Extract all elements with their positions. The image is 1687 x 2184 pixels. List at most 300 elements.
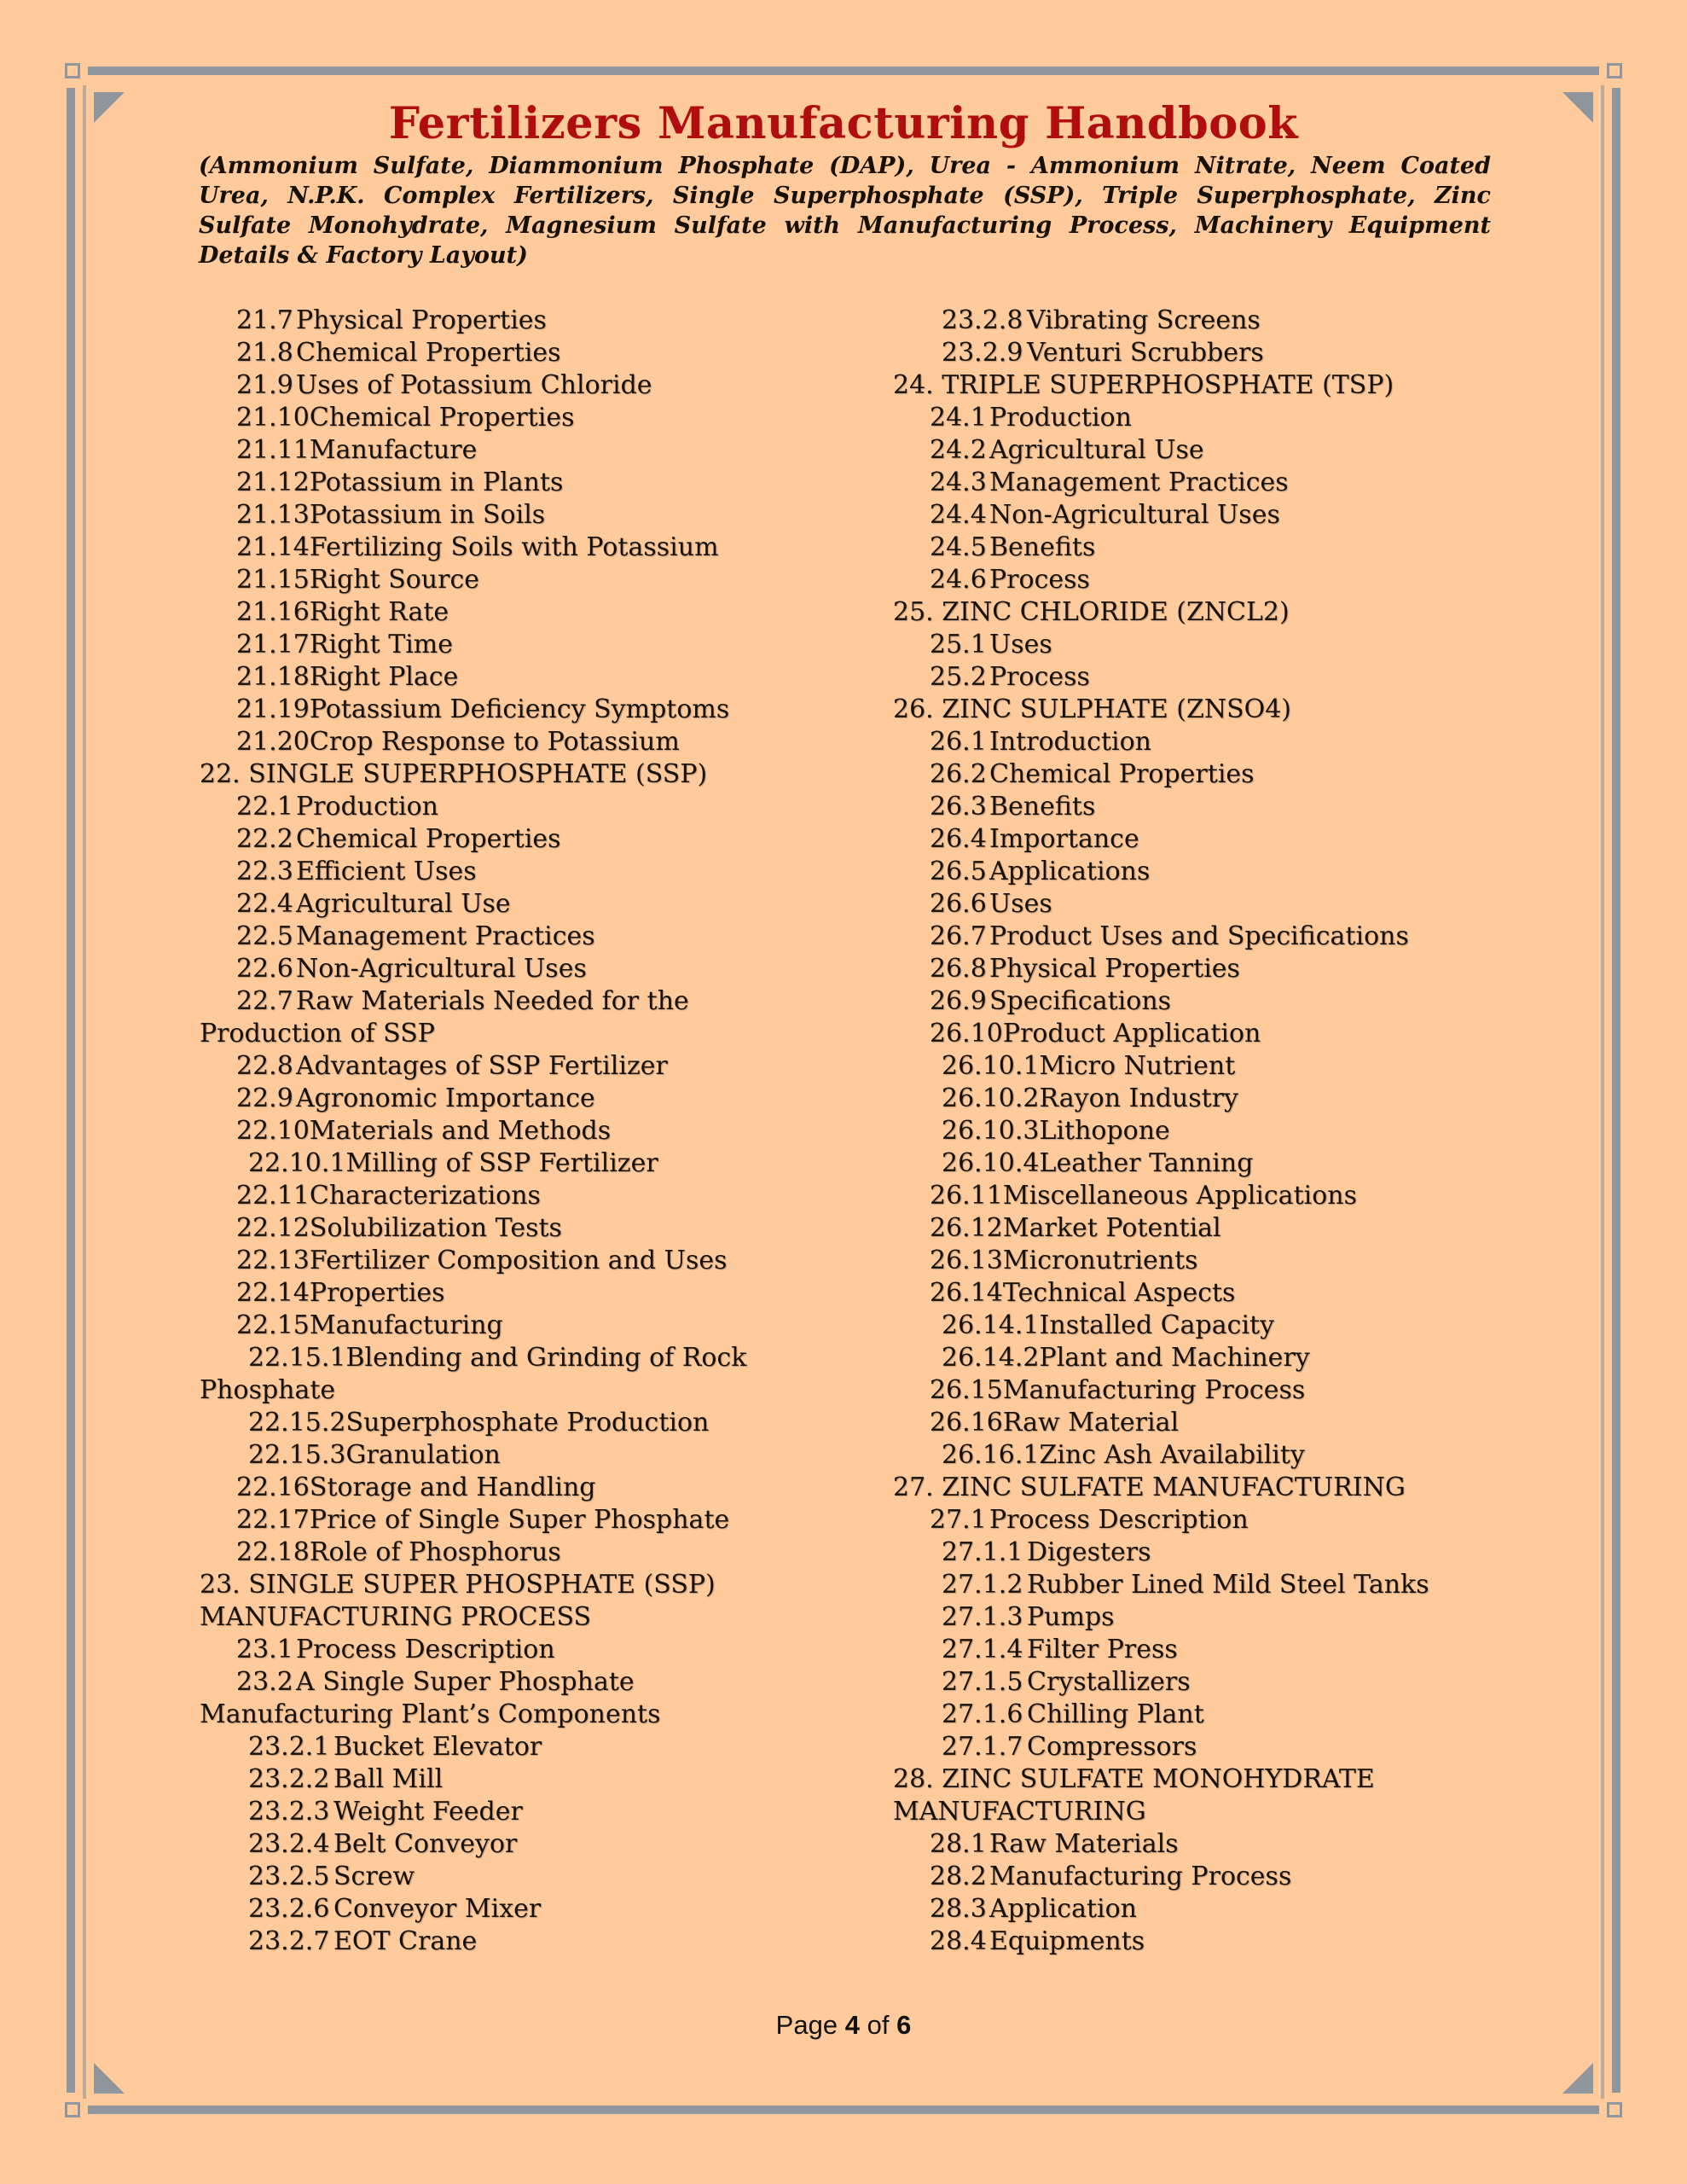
toc-right-column xyxy=(893,305,1575,1958)
toc-entry-number: 23. xyxy=(200,1570,241,1600)
toc-entry-number: 22.15 xyxy=(236,1310,310,1340)
toc-entry-number: 26.3 xyxy=(930,792,987,822)
toc-entry-number: 28. xyxy=(893,1764,934,1794)
toc-entry-number: 26.1 xyxy=(930,727,987,757)
toc-entry xyxy=(200,888,882,921)
toc-entry-title: Potassium in Plants xyxy=(309,468,564,497)
toc-entry xyxy=(893,823,1575,856)
page-number-total: 6 xyxy=(896,2010,912,2040)
frame-corner-triangle-bl xyxy=(94,2063,125,2094)
toc-entry-number: 22.18 xyxy=(236,1537,310,1567)
toc-entry-title: Right Rate xyxy=(309,597,449,627)
toc-entry-number: 25.2 xyxy=(930,662,987,692)
toc-entry-title: Manufacture xyxy=(309,435,478,465)
toc-entry-title: Process xyxy=(989,662,1090,692)
toc-entry-title: EOT Crane xyxy=(333,1926,478,1956)
toc-entry-number: 26.12 xyxy=(930,1213,1003,1243)
toc-entry xyxy=(893,337,1575,369)
toc-entry-title: Role of Phosphorus xyxy=(309,1537,561,1567)
frame-left-inner-bar xyxy=(83,85,86,2099)
toc-entry-title: Benefits xyxy=(989,792,1096,822)
toc-entry-title: Potassium in Soils xyxy=(309,500,546,530)
toc-entry xyxy=(893,1699,1575,1731)
toc-entry xyxy=(893,499,1575,531)
toc-entry-title: Technical Aspects xyxy=(1002,1278,1236,1308)
toc-entry-title: Belt Conveyor xyxy=(333,1829,518,1859)
toc-entry-title: ZINC SULFATE MONOHYDRATE xyxy=(942,1764,1375,1794)
toc-entry-title: Raw Materials Needed for the xyxy=(296,986,689,1016)
toc-entry xyxy=(893,564,1575,596)
toc-entry-title: MANUFACTURING xyxy=(893,1797,1146,1827)
toc-entry-title: Micro Nutrient xyxy=(1039,1051,1236,1081)
toc-entry xyxy=(200,499,882,531)
toc-entry-number: 21.18 xyxy=(236,662,310,692)
toc-entry-title: Right Source xyxy=(309,565,480,595)
toc-entry-number: 21.17 xyxy=(236,630,310,659)
toc-entry xyxy=(893,758,1575,791)
toc-entry xyxy=(200,1861,882,1893)
toc-entry xyxy=(200,1926,882,1958)
toc-entry-title: Advantages of SSP Fertilizer xyxy=(296,1051,668,1081)
toc-entry-number: 28.4 xyxy=(930,1926,987,1956)
toc-entry-title: Materials and Methods xyxy=(309,1116,612,1146)
toc-entry-number: 26.10.4 xyxy=(942,1148,1040,1178)
toc-chapter xyxy=(893,1472,1575,1504)
toc-entry-number: 22.10.1 xyxy=(248,1148,346,1178)
toc-entry-title: Fertilizing Soils with Potassium xyxy=(309,532,719,562)
toc-entry-title: Raw Materials xyxy=(989,1829,1179,1859)
frame-corner-square-bl xyxy=(65,2102,80,2117)
toc-entry xyxy=(893,1180,1575,1212)
toc-entry-title: Characterizations xyxy=(309,1181,541,1211)
toc-entry-title: ZINC SULPHATE (ZNSO4) xyxy=(942,694,1292,724)
toc-entry xyxy=(893,1050,1575,1083)
toc-entry xyxy=(200,1472,882,1504)
toc-entry xyxy=(893,467,1575,499)
toc-entry-number: 23.2.4 xyxy=(248,1829,330,1859)
toc-entry-number: 27.1 xyxy=(930,1505,987,1535)
toc-entry-title: Manufacturing Process xyxy=(989,1862,1292,1891)
toc-entry xyxy=(200,856,882,888)
toc-entry-title: Right Place xyxy=(309,662,459,692)
toc-entry xyxy=(200,305,882,337)
toc-entry-title: Rubber Lined Mild Steel Tanks xyxy=(1027,1570,1429,1600)
toc-chapter xyxy=(893,694,1575,726)
toc-entry xyxy=(200,434,882,467)
toc-entry-title: Production of SSP xyxy=(200,1019,435,1048)
toc-entry-title: Potassium Deficiency Symptoms xyxy=(309,694,730,724)
toc-entry-number: 24.5 xyxy=(930,532,987,562)
toc-entry xyxy=(200,402,882,434)
toc-entry-title: Lithopone xyxy=(1039,1116,1170,1146)
toc-entry-title: Conveyor Mixer xyxy=(333,1894,542,1924)
toc-entry xyxy=(200,1180,882,1212)
toc-entry xyxy=(893,1601,1575,1634)
toc-entry-number: 21.19 xyxy=(236,694,310,724)
toc-entry xyxy=(200,823,882,856)
toc-entry-number: 21.20 xyxy=(236,727,310,757)
toc-entry-title: Chilling Plant xyxy=(1027,1699,1204,1729)
toc-entry-number: 26.10.3 xyxy=(942,1116,1040,1146)
toc-entry-title: ZINC SULFATE MANUFACTURING xyxy=(942,1472,1406,1502)
toc-chapter xyxy=(200,1569,882,1601)
toc-entry xyxy=(893,888,1575,921)
toc-entry-title: Weight Feeder xyxy=(333,1797,523,1827)
toc-entry-number: 26.14 xyxy=(930,1278,1003,1308)
toc-entry-title: Agricultural Use xyxy=(296,889,511,919)
toc-entry-number: 21.12 xyxy=(236,468,310,497)
frame-corner-square-tl xyxy=(65,63,80,78)
toc-entry xyxy=(893,1147,1575,1180)
toc-entry-number: 23.2.2 xyxy=(248,1764,330,1794)
toc-entry-number: 26.6 xyxy=(930,889,987,919)
toc-entry-title: Manufacturing Plant’s Components xyxy=(200,1699,661,1729)
toc-entry-title: MANUFACTURING PROCESS xyxy=(200,1602,592,1632)
toc-entry xyxy=(893,1569,1575,1601)
toc-entry xyxy=(893,1018,1575,1050)
toc-entry-title: Agronomic Importance xyxy=(296,1083,595,1113)
toc-entry-title: Uses xyxy=(989,630,1052,659)
toc-entry xyxy=(200,1050,882,1083)
toc-entry-number: 26.15 xyxy=(930,1375,1003,1405)
toc-entry xyxy=(200,1212,882,1245)
toc-entry xyxy=(893,434,1575,467)
toc-entry-number: 26.10.2 xyxy=(942,1083,1040,1113)
toc-entry xyxy=(200,726,882,758)
toc-entry xyxy=(893,1536,1575,1569)
toc-entry xyxy=(200,1115,882,1147)
toc-entry xyxy=(200,1439,882,1472)
toc-entry-title: Introduction xyxy=(989,727,1151,757)
toc-entry-title: ZINC CHLORIDE (ZNCL2) xyxy=(942,597,1290,627)
toc-entry-title: Venturi Scrubbers xyxy=(1027,338,1264,368)
toc-entry xyxy=(200,1342,882,1374)
toc-entry-continuation xyxy=(200,1601,882,1634)
toc-entry-number: 21.9 xyxy=(236,370,293,400)
toc-entry-title: Process Description xyxy=(989,1505,1249,1535)
toc-entry-title: Solubilization Tests xyxy=(309,1213,562,1243)
toc-entry-number: 23.2 xyxy=(236,1667,293,1697)
toc-entry xyxy=(893,1083,1575,1115)
toc-entry-title: Ball Mill xyxy=(333,1764,443,1794)
toc-entry-number: 26.5 xyxy=(930,857,987,886)
toc-entry-number: 22.4 xyxy=(236,889,293,919)
toc-entry-number: 27.1.4 xyxy=(942,1635,1023,1664)
toc-entry-number: 23.2.7 xyxy=(248,1926,330,1956)
toc-entry-continuation xyxy=(200,1374,882,1407)
toc-entry-title: Equipments xyxy=(989,1926,1145,1956)
toc-entry xyxy=(893,1666,1575,1699)
toc-entry-title: Market Potential xyxy=(1002,1213,1221,1243)
toc-left-column xyxy=(200,305,882,1958)
toc-entry xyxy=(893,1342,1575,1374)
toc-entry-number: 22.9 xyxy=(236,1083,293,1113)
toc-entry-number: 26.11 xyxy=(930,1181,1003,1211)
toc-entry-title: Manufacturing Process xyxy=(1002,1375,1306,1405)
toc-entry-continuation xyxy=(200,1699,882,1731)
toc-entry-number: 23.2.9 xyxy=(942,338,1023,368)
toc-chapter xyxy=(893,369,1575,402)
toc-entry-number: 27.1.1 xyxy=(942,1537,1023,1567)
toc-entry xyxy=(200,1083,882,1115)
toc-entry-number: 21.7 xyxy=(236,305,293,335)
toc-entry-title: Rayon Industry xyxy=(1039,1083,1238,1113)
toc-entry-number: 22. xyxy=(200,759,241,789)
toc-entry xyxy=(200,629,882,661)
toc-entry-number: 22.16 xyxy=(236,1472,310,1502)
toc-entry-title: Micronutrients xyxy=(1002,1246,1198,1275)
toc-entry-number: 26.16.1 xyxy=(942,1440,1040,1470)
toc-entry xyxy=(200,1536,882,1569)
toc-entry-title: Crystallizers xyxy=(1027,1667,1191,1697)
toc-entry xyxy=(200,1504,882,1536)
toc-entry xyxy=(200,337,882,369)
toc-entry xyxy=(200,953,882,985)
toc-entry xyxy=(893,402,1575,434)
toc-entry-title: Raw Material xyxy=(1002,1408,1180,1438)
toc-entry-title: A Single Super Phosphate xyxy=(296,1667,635,1697)
toc-entry xyxy=(200,1277,882,1310)
toc-entry-number: 21.15 xyxy=(236,565,310,595)
toc-entry-number: 27.1.3 xyxy=(942,1602,1023,1632)
toc-entry xyxy=(893,1634,1575,1666)
toc-entry xyxy=(893,1893,1575,1926)
toc-entry-title: Phosphate xyxy=(200,1375,336,1405)
toc-entry-title: Compressors xyxy=(1027,1732,1197,1762)
toc-entry-number: 21.11 xyxy=(236,435,310,465)
toc-entry xyxy=(893,1310,1575,1342)
toc-entry-number: 23.2.5 xyxy=(248,1862,330,1891)
toc-entry-number: 24.3 xyxy=(930,468,987,497)
toc-entry-number: 27. xyxy=(893,1472,934,1502)
toc-entry-title: Superphosphate Production xyxy=(345,1408,710,1438)
toc-entry-number: 22.6 xyxy=(236,954,293,984)
toc-entry xyxy=(200,1310,882,1342)
toc-entry-number: 22.12 xyxy=(236,1213,310,1243)
toc-entry xyxy=(200,1796,882,1828)
page-subtitle: (Ammonium Sulfate, Diammonium Phosphate (DAP), Urea - Ammonium Nitrate, Neem Coated Urea, N.P.K. Complex Fertilizers, Single Superphosphate (SSP), Triple Superphosphate, Zinc Sulfate Monohydrate, Magnesium Sulfate with Manufacturing Process, Machinery Equipment Details & Factory Layout) xyxy=(199,153,1491,269)
toc-chapter xyxy=(893,1763,1575,1796)
toc-entry-number: 23.2.8 xyxy=(942,305,1023,335)
toc-entry-number: 22.14 xyxy=(236,1278,310,1308)
page-title: Fertilizers Manufacturing Handbook xyxy=(388,98,1299,149)
toc-entry-number: 22.7 xyxy=(236,986,293,1016)
toc-entry xyxy=(893,985,1575,1018)
toc-entry xyxy=(200,1731,882,1763)
toc-entry xyxy=(200,1893,882,1926)
toc-entry-title: Management Practices xyxy=(989,468,1289,497)
toc-entry xyxy=(893,1115,1575,1147)
toc-entry xyxy=(893,1277,1575,1310)
toc-entry-number: 24.2 xyxy=(930,435,987,465)
page-number-of: of xyxy=(867,2010,890,2040)
toc-entry-title: Applications xyxy=(989,857,1151,886)
toc-entry-number: 26.9 xyxy=(930,986,987,1016)
toc-entry-title: Uses of Potassium Chloride xyxy=(296,370,652,400)
toc-entry-number: 24.4 xyxy=(930,500,987,530)
frame-left-bar xyxy=(67,88,75,2093)
toc-entry-title: Specifications xyxy=(989,986,1172,1016)
toc-entry xyxy=(200,1245,882,1277)
toc-entry-title: Product Uses and Specifications xyxy=(989,921,1409,951)
toc-entry-number: 27.1.2 xyxy=(942,1570,1023,1600)
toc-entry-number: 23.2.3 xyxy=(248,1797,330,1827)
toc-entry xyxy=(893,661,1575,694)
toc-entry-title: Properties xyxy=(309,1278,445,1308)
toc-entry-title: Management Practices xyxy=(296,921,595,951)
toc-entry xyxy=(200,369,882,402)
toc-entry-number: 21.16 xyxy=(236,597,310,627)
toc-entry-number: 21.14 xyxy=(236,532,310,562)
toc-entry xyxy=(893,531,1575,564)
toc-entry-title: SINGLE SUPERPHOSPHATE (SSP) xyxy=(248,759,708,789)
toc-entry xyxy=(893,1504,1575,1536)
toc-entry-number: 24. xyxy=(893,370,934,400)
toc-entry-number: 26.7 xyxy=(930,921,987,951)
toc-entry-title: Importance xyxy=(989,824,1139,854)
toc-entry-title: Application xyxy=(989,1894,1137,1924)
toc-entry-title: Filter Press xyxy=(1027,1635,1178,1664)
toc-entry xyxy=(200,694,882,726)
toc-entry-title: Non-Agricultural Uses xyxy=(989,500,1280,530)
toc-entry-number: 27.1.7 xyxy=(942,1732,1023,1762)
toc-entry-title: Pumps xyxy=(1027,1602,1115,1632)
toc-entry-number: 22.2 xyxy=(236,824,293,854)
frame-corner-square-tr xyxy=(1607,63,1622,78)
toc-entry-title: Granulation xyxy=(345,1440,501,1470)
toc-entry xyxy=(893,1407,1575,1439)
toc-entry-title: Efficient Uses xyxy=(296,857,477,886)
frame-corner-triangle-br xyxy=(1562,2063,1593,2094)
toc-entry xyxy=(893,629,1575,661)
toc-entry xyxy=(200,564,882,596)
toc-entry-title: Process Description xyxy=(296,1635,555,1664)
toc-entry-number: 26. xyxy=(893,694,934,724)
toc-entry-number: 28.3 xyxy=(930,1894,987,1924)
toc-entry xyxy=(893,791,1575,823)
toc-entry xyxy=(893,921,1575,953)
toc-entry-continuation xyxy=(200,1018,882,1050)
toc-entry-title: Vibrating Screens xyxy=(1027,305,1261,335)
toc-entry-title: TRIPLE SUPERPHOSPHATE (TSP) xyxy=(942,370,1394,400)
toc-entry-title: Installed Capacity xyxy=(1039,1310,1275,1340)
toc-entry-title: Physical Properties xyxy=(296,305,547,335)
toc-entry-title: Benefits xyxy=(989,532,1096,562)
toc-entry-title: Manufacturing xyxy=(309,1310,503,1340)
toc-entry xyxy=(200,1147,882,1180)
toc-entry xyxy=(893,305,1575,337)
toc-entry-title: Milling of SSP Fertilizer xyxy=(345,1148,658,1178)
toc-entry-number: 22.10 xyxy=(236,1116,310,1146)
toc-entry-title: Screw xyxy=(333,1862,415,1891)
toc-entry-title: Plant and Machinery xyxy=(1039,1343,1310,1373)
toc-entry-title: Fertilizer Composition and Uses xyxy=(309,1246,728,1275)
toc-entry-number: 21.13 xyxy=(236,500,310,530)
toc-entry xyxy=(893,1828,1575,1861)
toc-entry-number: 26.10 xyxy=(930,1019,1003,1048)
toc-entry-number: 22.8 xyxy=(236,1051,293,1081)
toc-entry-title: Agricultural Use xyxy=(989,435,1204,465)
toc-entry-number: 21.10 xyxy=(236,403,310,433)
toc-entry-title: Production xyxy=(989,403,1132,433)
toc-entry-number: 22.11 xyxy=(236,1181,310,1211)
toc-entry-title: Chemical Properties xyxy=(296,338,561,368)
toc-entry-number: 22.1 xyxy=(236,792,293,822)
toc-entry-title: Production xyxy=(296,792,438,822)
toc-entry-title: Process xyxy=(989,565,1090,595)
toc-entry xyxy=(200,1634,882,1666)
toc-entry xyxy=(200,1666,882,1699)
toc-entry-title: Blending and Grinding of Rock xyxy=(345,1343,747,1373)
toc-entry-continuation xyxy=(893,1796,1575,1828)
toc-entry-title: Chemical Properties xyxy=(309,403,575,433)
toc-entry-title: Storage and Handling xyxy=(309,1472,596,1502)
toc-entry-title: Chemical Properties xyxy=(296,824,561,854)
page-number-prefix: Page xyxy=(775,2010,838,2040)
toc-entry-number: 26.13 xyxy=(930,1246,1003,1275)
toc-entry-number: 22.3 xyxy=(236,857,293,886)
toc-entry-number: 27.1.6 xyxy=(942,1699,1023,1729)
toc-entry xyxy=(200,1407,882,1439)
toc-entry xyxy=(893,1439,1575,1472)
toc-entry-number: 23.1 xyxy=(236,1635,293,1664)
toc-entry xyxy=(893,1731,1575,1763)
frame-corner-square-br xyxy=(1607,2102,1622,2117)
toc-entry xyxy=(200,467,882,499)
toc-entry-number: 22.15.3 xyxy=(248,1440,346,1470)
toc-entry xyxy=(893,1374,1575,1407)
page-number-current: 4 xyxy=(844,2010,860,2040)
page-number xyxy=(0,2010,1687,2041)
toc-entry-number: 23.2.6 xyxy=(248,1894,330,1924)
toc-entry xyxy=(893,953,1575,985)
toc-entry-number: 27.1.5 xyxy=(942,1667,1023,1697)
toc-entry-number: 22.13 xyxy=(236,1246,310,1275)
frame-bottom-bar xyxy=(88,2106,1599,2114)
frame-right-bar xyxy=(1612,88,1620,2093)
toc-entry-number: 26.8 xyxy=(930,954,987,984)
toc-entry xyxy=(893,1245,1575,1277)
toc-entry-number: 28.1 xyxy=(930,1829,987,1859)
toc-entry xyxy=(893,1861,1575,1893)
toc-entry-title: Price of Single Super Phosphate xyxy=(309,1505,730,1535)
toc-entry-number: 24.1 xyxy=(930,403,987,433)
toc-entry-number: 22.5 xyxy=(236,921,293,951)
toc-entry xyxy=(893,1926,1575,1958)
toc-entry-number: 24.6 xyxy=(930,565,987,595)
toc-chapter xyxy=(893,596,1575,629)
toc-entry-number: 28.2 xyxy=(930,1862,987,1891)
toc-entry xyxy=(200,1763,882,1796)
toc-entry xyxy=(893,726,1575,758)
frame-right-inner-bar xyxy=(1601,85,1604,2099)
toc-entry xyxy=(200,985,882,1018)
toc-entry-title: Chemical Properties xyxy=(989,759,1255,789)
toc-entry-number: 22.17 xyxy=(236,1505,310,1535)
toc-entry xyxy=(200,661,882,694)
toc-entry xyxy=(893,1212,1575,1245)
toc-entry-number: 25.1 xyxy=(930,630,987,659)
toc-entry-number: 26.2 xyxy=(930,759,987,789)
toc-entry-title: Zinc Ash Availability xyxy=(1039,1440,1305,1470)
toc-entry-title: Right Time xyxy=(309,630,453,659)
toc-entry xyxy=(200,921,882,953)
toc-entry-number: 23.2.1 xyxy=(248,1732,330,1762)
toc-entry-title: Leather Tanning xyxy=(1039,1148,1254,1178)
frame-top-bar xyxy=(88,67,1599,75)
toc-entry-title: Bucket Elevator xyxy=(333,1732,542,1762)
toc-entry xyxy=(200,791,882,823)
